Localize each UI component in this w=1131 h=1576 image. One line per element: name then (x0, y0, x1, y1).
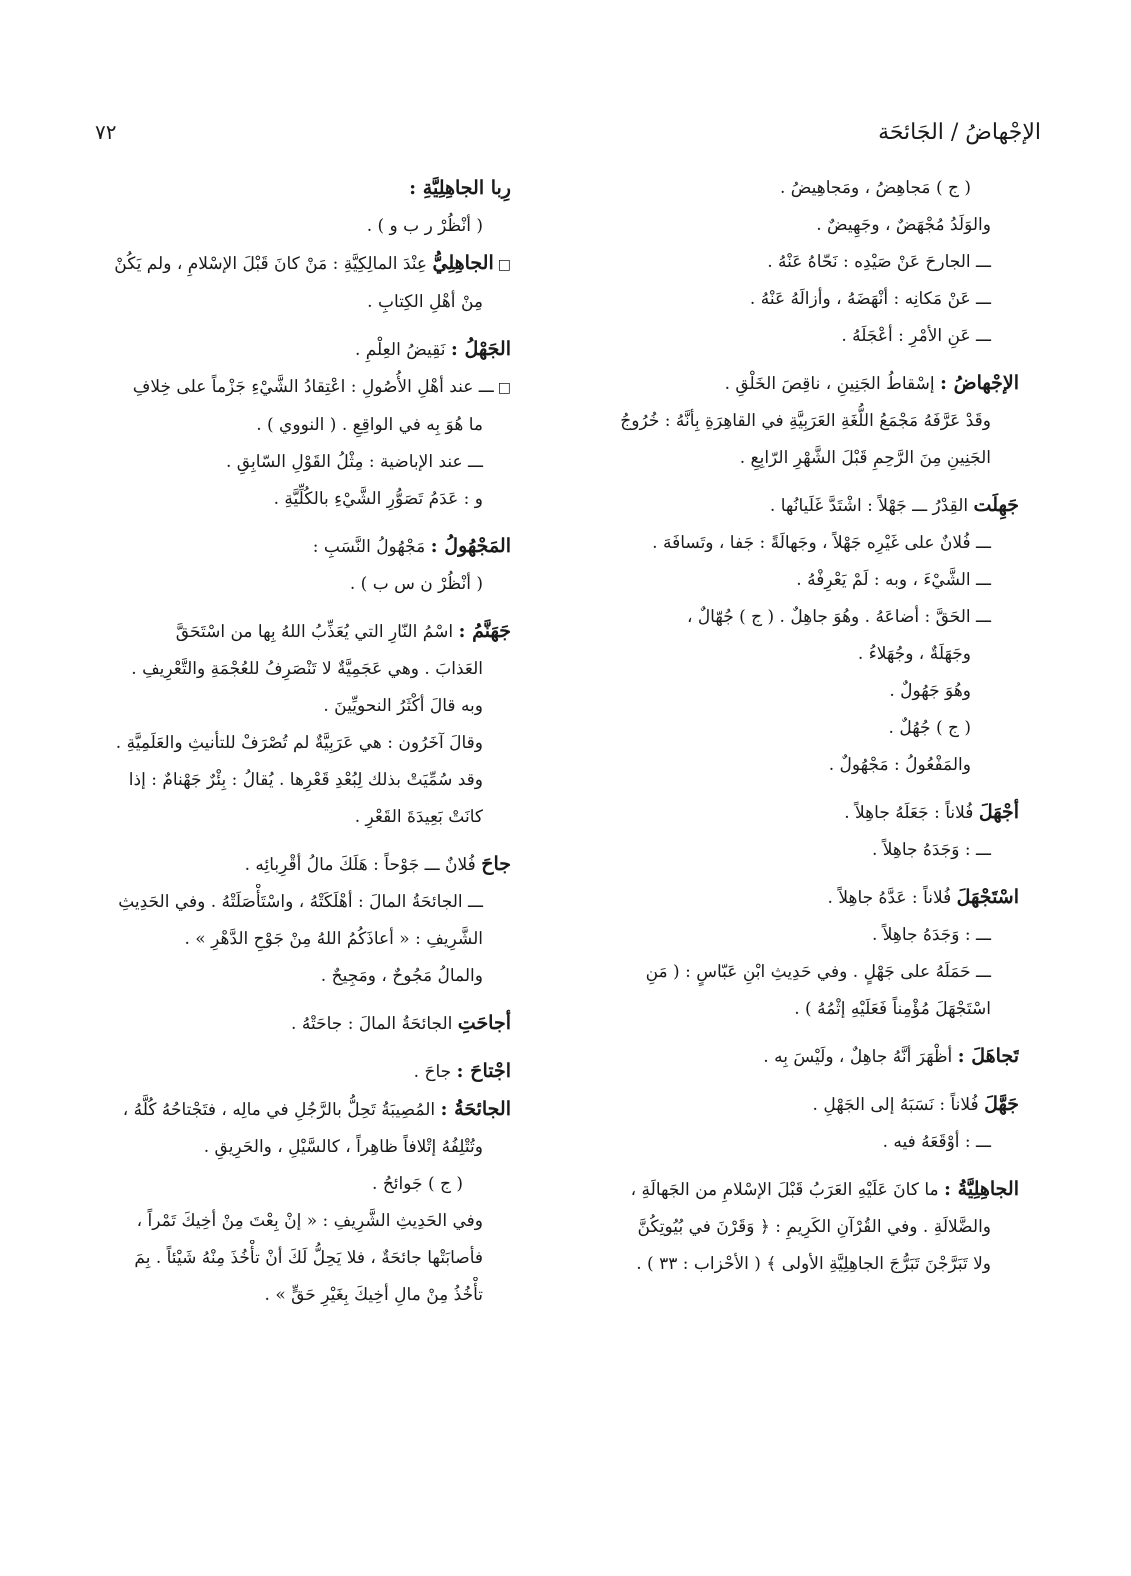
definition-text: فُلاناً : عَدَّهُ جاهِلاً . (827, 888, 952, 908)
entry-line (557, 1171, 1019, 1209)
square-marker-icon: □ (497, 257, 511, 273)
headword: اسْتَجْهَلَ (956, 886, 1019, 908)
definition-text: إسْقاطُ الجَنِينِ ، ناقِصَ الخَلْقِ . (724, 374, 935, 394)
text-line (557, 599, 1019, 636)
definition-text: والمالُ مَجُوحٌ ، ومَجِيحٌ . (320, 966, 483, 986)
entry-line (557, 365, 1019, 403)
headword: جَهَّلَ (984, 1093, 1019, 1115)
definition-text: القِدْرُ ـــ جَهْلاً : اشْتَدَّ غَلَيانُها . (769, 496, 969, 516)
text-line (91, 725, 511, 762)
definition-text: كانَتْ بَعِيدَةَ القَعْرِ . (354, 807, 483, 827)
text-line (557, 832, 1019, 869)
definition-text: ( أنْظُرْ ن س ب ) . (349, 574, 483, 594)
definition-text: وبه قالَ أكْثَرُ النحويِّينَ . (323, 696, 483, 716)
definition-text: ـــ عند الإباضية : مِثْلُ القَوْلِ السّابِقِ . (225, 452, 483, 472)
definition-text: فُلاناً : نَسَبَهُ إلى الجَهْلِ . (812, 1095, 979, 1115)
definition-text: ما كانَ عَلَيْهِ العَرَبُ قَبْلَ الإسْلامِ من الجَهالَةِ ، (630, 1180, 939, 1200)
text-line (91, 921, 511, 958)
text-line (557, 318, 1019, 355)
headword: جَهَنَّمُ : (458, 620, 511, 642)
definition-text: فُلانٌ ـــ جَوْحاً : هَلَكَ مالُ أقْرِبائِه . (244, 855, 476, 875)
headword: رِبا الجاهِلِيَّةِ : (409, 177, 511, 199)
definition-text: اسْتَجْهَلَ مُؤْمِناً فَعَلَيْهِ إثْمُهُ ) . (794, 999, 991, 1019)
definition-text: ( أنْظُرْ ر ب و ) . (366, 216, 483, 236)
definition-text: وفي الحَدِيثِ الشَّرِيفِ : « إنْ بِعْتَ مِنْ أخِيكَ تَمْراً ، (136, 1211, 483, 1231)
entry-line (91, 1005, 511, 1043)
page-number: ٧٢ (95, 120, 117, 144)
right-column (557, 170, 1019, 1283)
headword: الجَهْلُ : (450, 338, 511, 360)
definition-text: مِنْ أهْلِ الكِتابِ . (367, 292, 483, 312)
headword: أجاحَتِ (457, 1012, 511, 1034)
text-line (557, 1124, 1019, 1161)
entry-line (91, 331, 511, 369)
text-line (91, 1240, 511, 1277)
definition-text: الجَنِينِ مِنَ الرَّحِمِ قَبْلَ الشَّهْرِ الرّابِعِ . (739, 448, 991, 468)
text-line (91, 566, 511, 603)
definition-text: ـــ : وَجَدَهُ جاهِلاً . (871, 925, 991, 945)
definition-text: أظْهَرَ أنَّهُ جاهِلٌ ، ولَيْسَ بِه . (763, 1047, 953, 1067)
definition-text: ـــ الجارحَ عَنْ صَيْدِه : نَحّاهُ عَنْهُ . (767, 252, 991, 272)
definition-text: الجائحَةُ المالَ : جاحَتْهُ . (291, 1014, 453, 1034)
headword: الإجْهاضُ : (939, 372, 1019, 394)
headword: الجاهِلِيُّ (432, 252, 494, 274)
text-line (557, 991, 1019, 1028)
definition-text: ـــ : أوْقَعَهُ فيه . (882, 1132, 991, 1152)
entry-line (91, 528, 511, 566)
text-line (91, 651, 511, 688)
page-header (95, 112, 1041, 152)
text-line (557, 207, 1019, 244)
text-line (557, 244, 1019, 281)
definition-text: فُلاناً : جَعَلَهُ جاهِلاً . (844, 803, 974, 823)
definition-text: الشَّرِيفِ : « أعاذَكُمُ اللهُ مِنْ جَوْحِ الدَّهْرِ » . (184, 929, 483, 949)
definition-text: ـــ عَنْ مَكانِه : أنْهَضَهُ ، وأزالَهُ عَنْهُ . (749, 289, 991, 309)
definition-text: نَقِيضُ العِلْمِ . (354, 340, 446, 360)
text-line (91, 284, 511, 321)
entry-line (557, 794, 1019, 832)
text-line (91, 481, 511, 518)
definition-text: ولا تَبَرَّجْنَ تَبَرُّجَ الجاهِلِيَّةِ الأولى ﴾ ( الأحْزاب : ٣٣ ) . (636, 1254, 991, 1274)
text-line (91, 958, 511, 995)
entry-line (91, 170, 511, 208)
text-line (91, 762, 511, 799)
headword: تَجاهَلَ : (957, 1045, 1019, 1067)
definition-text: العَذابَ . وهي عَجَمِيَّةٌ لا تَنْصَرِفُ للعُجْمَةِ والتَّعْرِيفِ . (131, 659, 483, 679)
text-line (557, 1209, 1019, 1246)
definition-text: وهُوَ جَهُولٌ . (889, 681, 971, 701)
definition-text: ـــ : وَجَدَهُ جاهِلاً . (871, 840, 991, 860)
headword: جاحَ (481, 853, 511, 875)
definition-text: ـــ حَمَلَهُ على جَهْلٍ . وفي حَدِيثِ ابْنِ عَبّاسٍ : ( مَنِ (645, 962, 991, 982)
entry-line (557, 1086, 1019, 1124)
text-line (557, 403, 1019, 440)
definition-text: وجَهَلَةٌ ، وجُهَلاءُ . (857, 644, 971, 664)
headword: اجْتاحَ : (456, 1060, 511, 1082)
square-marker-icon: □ (497, 380, 511, 396)
definition-text: ما هُوَ بِه في الواقِعِ . ( النووي ) . (256, 415, 483, 435)
definition-text: والمَفْعُولُ : مَجْهُولٌ . (828, 755, 971, 775)
definition-text: ـــ الجائحَةُ المالَ : أهْلَكَتْهُ ، واسْتَأْصَلَتْهُ . وفي الحَدِيثِ (118, 892, 483, 912)
definition-text: والوَلَدُ مُجْهَضٌ ، وجَهِيضٌ . (816, 215, 991, 235)
entry-line (91, 1091, 511, 1129)
text-line (91, 444, 511, 481)
definition-text: وتُتْلِفُهُ إتْلافاً ظاهِراً ، كالسَّيْلِ ، والحَرِيقِ . (203, 1137, 483, 1157)
text-line (91, 208, 511, 245)
text-line (557, 562, 1019, 599)
text-line (557, 917, 1019, 954)
definition-text: ـــ عَنِ الأمْرِ : أعْجَلَهُ . (841, 326, 991, 346)
text-line (557, 673, 1019, 710)
headword: المَجْهُولُ : (430, 535, 511, 557)
text-line (557, 525, 1019, 562)
text-line (557, 710, 1019, 747)
definition-text: ـــ الشَّيْءَ ، وبه : لَمْ يَعْرِفْهُ . (796, 570, 991, 590)
headword: أجْهَلَ (978, 801, 1019, 823)
definition-text: ـــ الحَقَّ : أضاعَهُ . وهُوَ جاهِلٌ . ( ج ) جُهّالٌ ، (686, 607, 991, 627)
entry-line (557, 1038, 1019, 1076)
text-line (91, 1129, 511, 1166)
text-line (557, 636, 1019, 673)
text-line (557, 1246, 1019, 1283)
definition-text: فأصابَتْها جائحَةٌ ، فلا يَحِلُّ لَكَ أنْ تأْخُذَ مِنْهُ شَيْئاً . بِمَ (134, 1248, 483, 1268)
running-head: الإجْهاضُ / الجَائحَة (878, 119, 1041, 145)
text-line (557, 170, 1019, 207)
entry-line (91, 846, 511, 884)
definition-text: ( ج ) جَوائحُ . (372, 1174, 463, 1194)
text-line (557, 747, 1019, 784)
definition-text: مَجْهُولُ النَّسَبِ : (312, 537, 426, 557)
definition-text: عِنْدَ المالِكِيَّةِ : مَنْ كانَ قَبْلَ الإسْلامِ ، ولم يَكُنْ (114, 254, 428, 274)
definition-text: ـــ عند أهْلِ الأُصُولِ : اعْتِقادُ الشَّيْءِ جَزْماً على خِلافِ (132, 377, 494, 397)
text-line (557, 440, 1019, 477)
text-line (91, 799, 511, 836)
text-line (557, 954, 1019, 991)
headword: الجاهِلِيَّةُ : (944, 1178, 1019, 1200)
entry-line (557, 879, 1019, 917)
entry-line (91, 1053, 511, 1091)
text-line (91, 688, 511, 725)
text-line (91, 407, 511, 444)
definition-text: اسْمُ النّارِ التي يُعَذِّبُ اللهُ بِها من اسْتَحَقَّ (175, 622, 454, 642)
entry-line (91, 613, 511, 651)
definition-text: ـــ فُلانٌ على غَيْرِه جَهْلاً ، وجَهالَةً : جَفا ، وتَسافَهَ . (652, 533, 991, 553)
text-line (91, 369, 511, 407)
left-column (91, 170, 511, 1314)
text-line (91, 1166, 511, 1203)
definition-text: المُصِيبَةُ تَحِلُّ بالرَّجُلِ في مالِه ، فتَجْتاحُهُ كُلَّهُ ، (122, 1100, 436, 1120)
headword: جَهِلَت (973, 494, 1019, 516)
text-line (557, 281, 1019, 318)
definition-text: وقالَ آخَرُون : هي عَرَبِيَّةٌ لم تُصْرَفْ للتأنيثِ والعَلَمِيَّةِ . (115, 733, 483, 753)
text-line (91, 1277, 511, 1314)
definition-text: و : عَدَمُ تَصَوُّرِ الشَّيْءِ بالكُلِّيَّةِ . (273, 489, 483, 509)
definition-text: ( ج ) جُهُلٌ . (888, 718, 971, 738)
text-line (91, 1203, 511, 1240)
definition-text: وقَدْ عَرَّفَهُ مَجْمَعُ اللُّغَةِ العَرَبِيَّةِ في القاهِرَةِ بِأنَّهُ : خُرُوجُ (620, 411, 991, 431)
definition-text: ( ج ) مَجاهِضُ ، ومَجاهِيضُ . (780, 178, 971, 198)
entry-line (91, 245, 511, 284)
definition-text: والضَّلالَةِ . وفي القُرْآنِ الكَرِيمِ : ﴿ وَقَرْنَ في بُيُوتِكُنَّ (637, 1217, 991, 1237)
entry-line (557, 487, 1019, 525)
text-line (91, 884, 511, 921)
definition-text: تأْخُذُ مِنْ مالِ أخِيكَ بِغَيْرِ حَقٍّ » . (264, 1285, 483, 1305)
definition-text: جاحَ . (413, 1062, 452, 1082)
headword: الجائحَةُ : (440, 1098, 511, 1120)
definition-text: وقد سُمِّيَتْ بذلك لِبُعْدِ قَعْرِها . يُقالُ : بِئْرٌ جَهْنامٌ : إذا (128, 770, 483, 790)
